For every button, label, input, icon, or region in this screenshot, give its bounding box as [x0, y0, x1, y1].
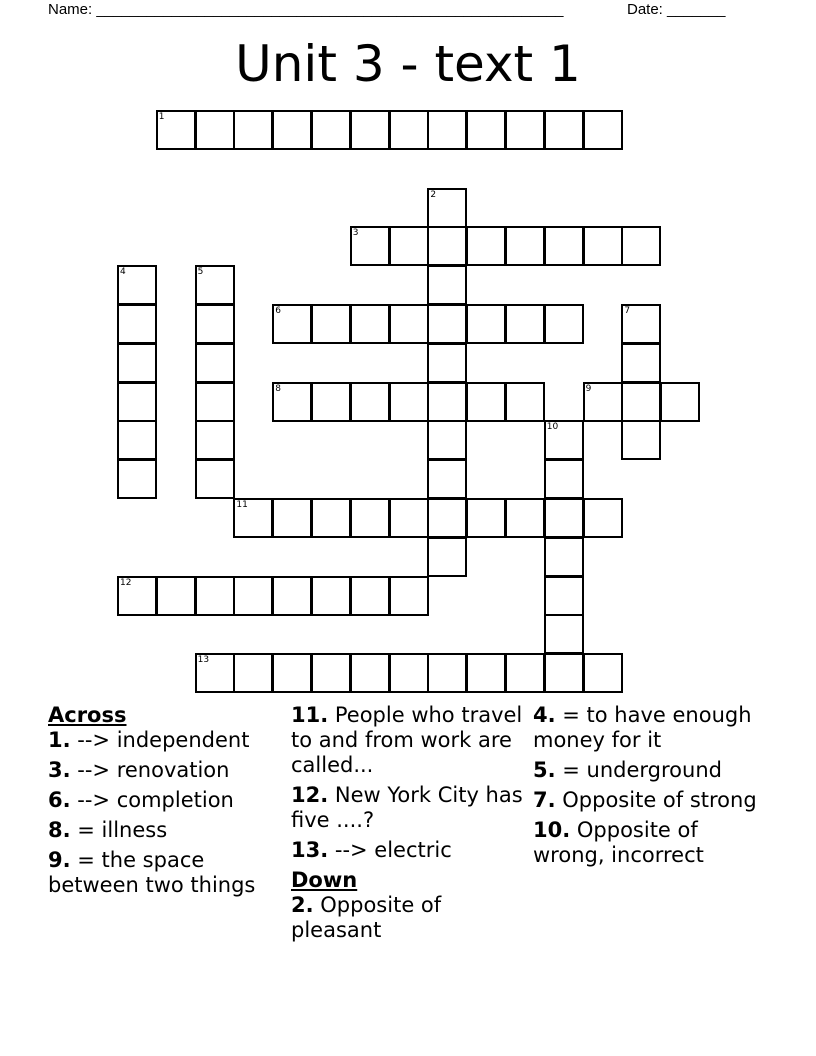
- across-clue-list-continued: [291, 703, 526, 863]
- clue-item: [291, 783, 526, 833]
- grid-cell[interactable]: [427, 110, 467, 150]
- grid-cell[interactable]: [505, 110, 545, 150]
- grid-cell[interactable]: [233, 110, 273, 150]
- grid-cell[interactable]: [117, 382, 157, 422]
- clue-item: [533, 703, 768, 753]
- grid-cell[interactable]: [272, 382, 312, 422]
- grid-cell[interactable]: [427, 304, 467, 344]
- grid-cell[interactable]: [427, 537, 467, 577]
- grid-cell[interactable]: [583, 498, 623, 538]
- grid-cell[interactable]: [466, 304, 506, 344]
- clue-text: New York City has five ....?: [291, 783, 523, 832]
- clue-number-label: 10.: [533, 818, 571, 842]
- clue-item: [533, 758, 768, 783]
- grid-cell[interactable]: [350, 576, 390, 616]
- clue-number-label: 4.: [533, 703, 556, 727]
- clues-column-2: [291, 703, 526, 948]
- grid-cell[interactable]: [427, 265, 467, 305]
- clue-number-label: 1.: [48, 728, 71, 752]
- clue-text: Opposite of pleasant: [291, 893, 442, 942]
- grid-cell[interactable]: [350, 226, 390, 266]
- grid-cell[interactable]: [389, 382, 429, 422]
- grid-cell[interactable]: [389, 576, 429, 616]
- grid-cell[interactable]: [505, 653, 545, 693]
- clue-text: --> electric: [328, 838, 452, 862]
- grid-cell[interactable]: [350, 382, 390, 422]
- grid-cell[interactable]: [350, 304, 390, 344]
- clue-number: 2: [430, 189, 437, 200]
- grid-cell[interactable]: [311, 382, 351, 422]
- grid-cell[interactable]: [466, 498, 506, 538]
- grid-cell[interactable]: [195, 459, 235, 499]
- across-heading: Across: [48, 703, 127, 727]
- grid-cell[interactable]: [389, 498, 429, 538]
- clue-text: = the space between two things: [48, 848, 256, 897]
- clue-number-label: 3.: [48, 758, 71, 782]
- grid-cell[interactable]: [621, 343, 661, 383]
- grid-cell[interactable]: [427, 188, 467, 228]
- grid-cell[interactable]: [505, 498, 545, 538]
- clue-text: Opposite of strong: [555, 788, 757, 812]
- grid-cell[interactable]: [505, 304, 545, 344]
- grid-cell[interactable]: [544, 498, 584, 538]
- clues-column-3: [533, 703, 768, 873]
- clue-number: 12: [120, 577, 132, 588]
- grid-cell[interactable]: [621, 420, 661, 460]
- clue-number: 1: [158, 112, 165, 122]
- grid-cell[interactable]: [350, 498, 390, 538]
- grid-cell[interactable]: [621, 304, 661, 344]
- grid-cell[interactable]: [544, 653, 584, 693]
- grid-cell[interactable]: [233, 576, 273, 616]
- grid-cell[interactable]: [272, 304, 312, 344]
- grid-cell[interactable]: [427, 382, 467, 422]
- grid-cell[interactable]: [117, 304, 157, 344]
- grid-cell[interactable]: [156, 576, 196, 616]
- grid-cell[interactable]: [427, 653, 467, 693]
- clue-text: = to have enough money for it: [533, 703, 752, 752]
- grid-cell[interactable]: [466, 110, 506, 150]
- grid-cell[interactable]: [389, 653, 429, 693]
- clue-text: --> renovation: [70, 758, 230, 782]
- clue-number-label: 11.: [291, 703, 329, 727]
- clue-number-label: 9.: [48, 848, 71, 872]
- clue-item: [48, 728, 283, 753]
- clue-text: = illness: [70, 818, 168, 842]
- clue-number: 5: [197, 267, 204, 278]
- grid-cell[interactable]: [466, 382, 506, 422]
- grid-cell[interactable]: [544, 614, 584, 654]
- clue-item: [48, 788, 283, 813]
- clue-number: 10: [546, 422, 559, 433]
- down-clue-list-continued: [533, 703, 768, 868]
- grid-cell[interactable]: [311, 304, 351, 344]
- grid-cell[interactable]: [272, 653, 312, 693]
- grid-cell[interactable]: [311, 110, 351, 150]
- grid-cell[interactable]: [311, 653, 351, 693]
- grid-cell[interactable]: [621, 382, 661, 422]
- clue-item: [48, 758, 283, 783]
- grid-cell[interactable]: [195, 265, 235, 305]
- grid-cell[interactable]: [544, 420, 584, 460]
- grid-cell[interactable]: [195, 653, 235, 693]
- grid-cell[interactable]: [660, 382, 700, 422]
- clue-text: = underground: [555, 758, 722, 782]
- grid-cell[interactable]: [195, 382, 235, 422]
- clue-text: People who travel to and from work are called...: [291, 703, 523, 777]
- grid-cell[interactable]: [117, 576, 157, 616]
- clue-number: 9: [585, 383, 592, 394]
- clue-item: [533, 788, 768, 813]
- grid-cell[interactable]: [583, 653, 623, 693]
- grid-cell[interactable]: [544, 226, 584, 266]
- down-heading: Down: [291, 868, 358, 892]
- grid-cell[interactable]: [427, 459, 467, 499]
- clue-item: [291, 838, 526, 863]
- clue-text: --> independent: [70, 728, 250, 752]
- clue-number: 6: [275, 306, 281, 316]
- grid-cell[interactable]: [117, 265, 157, 305]
- grid-cell[interactable]: [427, 343, 467, 383]
- grid-cell[interactable]: [117, 459, 157, 499]
- clue-number-label: 2.: [291, 893, 314, 917]
- date-line[interactable]: Date: _______: [627, 1, 726, 18]
- clue-number-label: 6.: [48, 788, 71, 812]
- grid-cell[interactable]: [544, 459, 584, 499]
- clue-item: [533, 818, 768, 868]
- grid-cell[interactable]: [350, 653, 390, 693]
- grid-cell[interactable]: [195, 304, 235, 344]
- clue-item: [48, 818, 283, 843]
- grid-cell[interactable]: [544, 576, 584, 616]
- grid-cell[interactable]: [505, 226, 545, 266]
- grid-cell[interactable]: [195, 420, 235, 460]
- grid-cell[interactable]: [195, 343, 235, 383]
- clue-number: 11: [236, 500, 248, 510]
- grid-cell[interactable]: [427, 498, 467, 538]
- clue-item: [291, 893, 526, 943]
- grid-cell[interactable]: [272, 110, 312, 150]
- clues-column-1: [48, 703, 283, 903]
- grid-cell[interactable]: [621, 226, 661, 266]
- across-clue-list: [48, 728, 283, 898]
- grid-cell[interactable]: [117, 420, 157, 460]
- clue-item: [291, 703, 526, 778]
- grid-cell[interactable]: [233, 498, 273, 538]
- grid-cell[interactable]: [117, 343, 157, 383]
- clue-text: --> completion: [70, 788, 234, 812]
- grid-cell[interactable]: [505, 382, 545, 422]
- grid-cell[interactable]: [389, 226, 429, 266]
- puzzle-title: Unit 3 - text 1: [235, 35, 581, 93]
- clue-number-label: 8.: [48, 818, 71, 842]
- grid-cell[interactable]: [311, 498, 351, 538]
- grid-cell[interactable]: [466, 653, 506, 693]
- name-line[interactable]: Name: ________________________________________________________: [48, 1, 564, 18]
- grid-cell[interactable]: [272, 576, 312, 616]
- grid-cell[interactable]: [156, 110, 196, 150]
- clue-number: 3: [352, 228, 359, 239]
- grid-cell[interactable]: [427, 420, 467, 460]
- clue-number-label: 7.: [533, 788, 556, 812]
- grid-cell[interactable]: [350, 110, 390, 150]
- clue-number: 8: [275, 383, 281, 394]
- grid-cell[interactable]: [466, 226, 506, 266]
- clue-number: 13: [197, 655, 210, 666]
- grid-cell[interactable]: [389, 110, 429, 150]
- grid-cell[interactable]: [583, 382, 623, 422]
- clue-number: 7: [624, 306, 631, 316]
- grid-cell[interactable]: [389, 304, 429, 344]
- clue-item: [48, 848, 283, 898]
- grid-cell[interactable]: [272, 498, 312, 538]
- grid-cell[interactable]: [195, 110, 235, 150]
- grid-cell[interactable]: [427, 226, 467, 266]
- grid-cell[interactable]: [583, 226, 623, 266]
- clue-number-label: 5.: [533, 758, 556, 782]
- down-clue-list: [291, 893, 526, 943]
- grid-cell[interactable]: [544, 110, 584, 150]
- clue-text: Opposite of wrong, incorrect: [533, 818, 704, 867]
- clue-number-label: 12.: [291, 783, 329, 807]
- clue-number: 4: [120, 267, 126, 278]
- grid-cell[interactable]: [195, 576, 235, 616]
- grid-cell[interactable]: [583, 110, 623, 150]
- grid-cell[interactable]: [233, 653, 273, 693]
- grid-cell[interactable]: [311, 576, 351, 616]
- grid-cell[interactable]: [544, 304, 584, 344]
- grid-cell[interactable]: [544, 537, 584, 577]
- clue-number-label: 13.: [291, 838, 329, 862]
